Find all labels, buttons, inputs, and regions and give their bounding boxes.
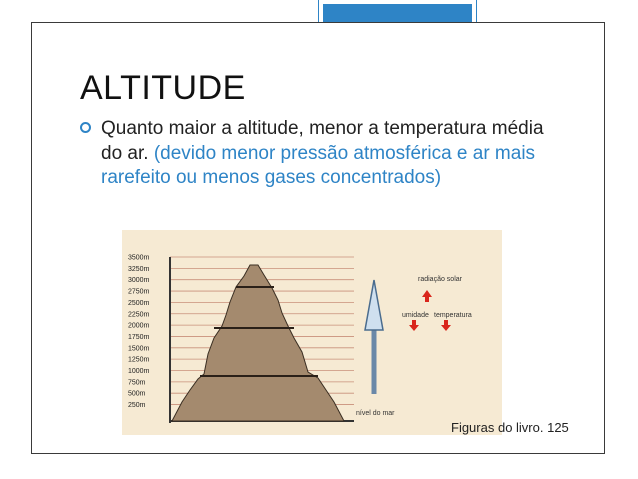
altitude-tick-label: 2000m — [128, 322, 150, 330]
figure-caption: Figuras do livro. 125 — [451, 420, 569, 435]
altitude-tick-label: 1500m — [128, 345, 150, 353]
bullet-highlight-text: (devido menor pressão atmosférica e ar mais rarefeito ou menos gases concentrados) — [101, 142, 536, 188]
altitude-tick-label: 250m — [128, 402, 146, 410]
altitude-tick-label: 2750m — [128, 288, 150, 296]
altitude-figure — [122, 230, 502, 435]
humidity-label: umidade — [402, 312, 429, 319]
bullet-text — [101, 117, 560, 191]
altitude-tick-label: 1000m — [128, 368, 150, 375]
bullet-main-text: Quanto maior a altitude, menor a temperatura média do ar. — [101, 118, 544, 164]
altitude-tick-label: 3500m — [128, 254, 150, 262]
bullet-item — [80, 117, 560, 191]
temperature-label: temperatura — [434, 312, 472, 319]
altitude-tick-label: 1750m — [128, 333, 150, 341]
altitude-tick-label: 3000m — [128, 277, 150, 285]
sea-level-label: nível do mar — [356, 410, 395, 417]
altitude-tick-label: 500m — [128, 390, 146, 398]
altitude-tick-label: 750m — [128, 379, 146, 387]
solar-radiation-label: radiação solar — [418, 276, 462, 283]
slide-title: ALTITUDE — [80, 69, 246, 107]
altitude-tick-label: 3250m — [128, 265, 150, 273]
bullet-circle-icon — [80, 122, 91, 133]
altitude-tick-label: 2500m — [128, 299, 150, 307]
altitude-tick-label: 2250m — [128, 311, 150, 319]
altitude-tick-label: 1250m — [128, 356, 150, 364]
